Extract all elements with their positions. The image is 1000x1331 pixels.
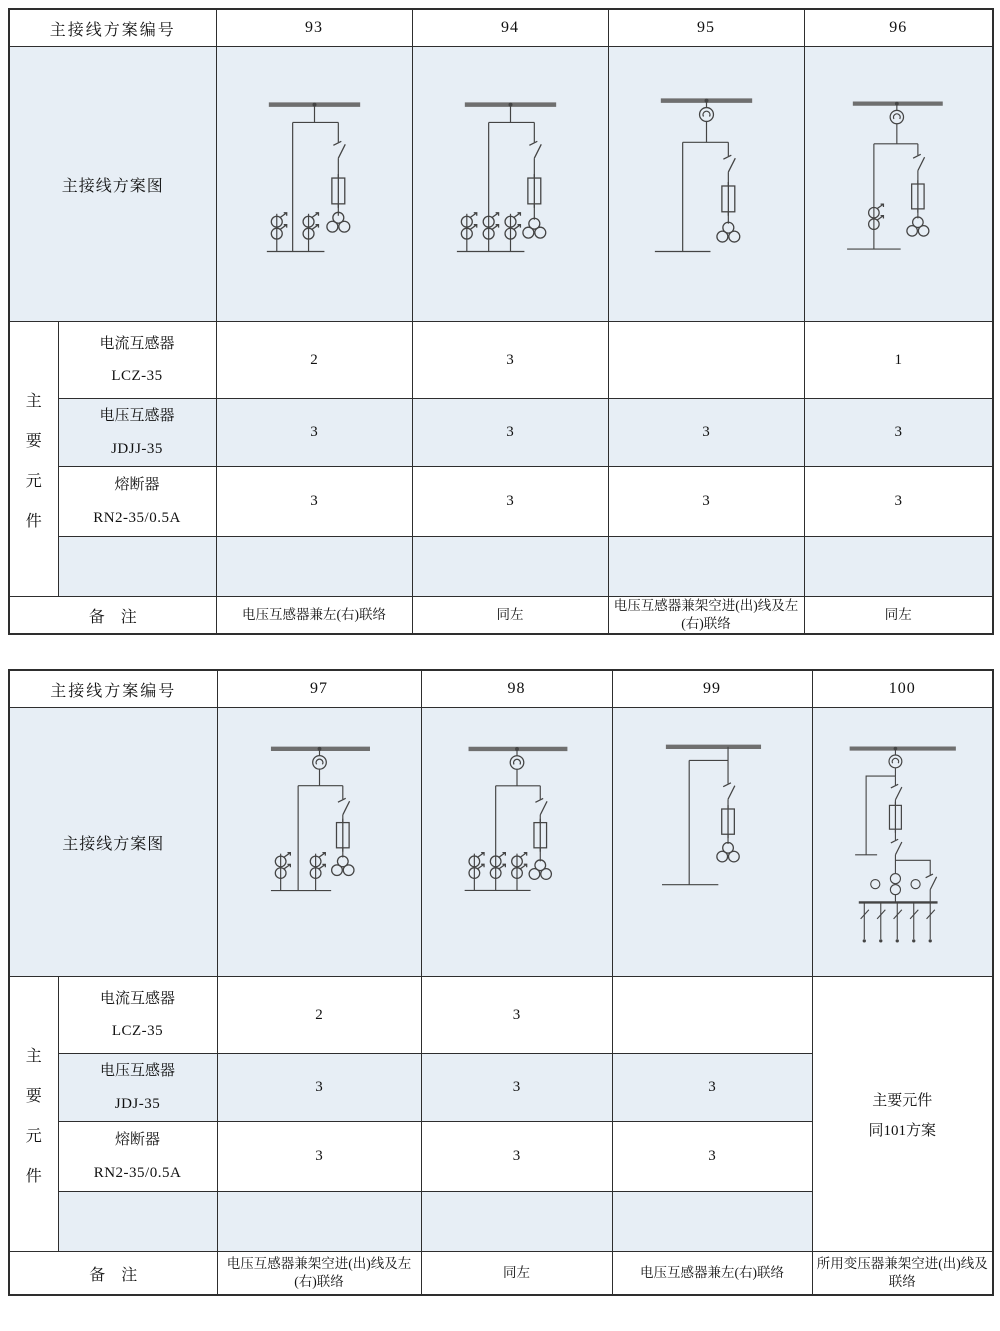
component-value-cell: 3 — [421, 1122, 612, 1192]
remark-cell-93: 电压互感器兼左(右)联络 — [216, 597, 412, 635]
diagram-row-label: 主接线方案图 — [9, 708, 217, 977]
remark-cell-94: 同左 — [412, 597, 608, 635]
diagram-cell-93 — [216, 47, 412, 322]
component-name-cell: 电压互感器 JDJJ-35 — [58, 399, 216, 467]
component-name-cell: 熔断器 RN2-35/0.5A — [58, 467, 216, 537]
scheme-number-100: 100 — [812, 670, 993, 708]
main-components-label: 主 要 元 件 — [9, 977, 58, 1252]
component-value-cell: 3 — [612, 1054, 812, 1122]
scheme-98-diagram — [422, 708, 612, 976]
component-value-cell: 3 — [412, 322, 608, 399]
component-value-cell — [217, 1192, 421, 1252]
remark-cell-100: 所用变压器兼架空进(出)线及联络 — [812, 1252, 993, 1296]
scheme-97-diagram — [218, 708, 421, 976]
component-value-cell: 3 — [804, 467, 993, 537]
component-value-cell: 3 — [421, 977, 612, 1054]
diagram-cell-98 — [421, 708, 612, 977]
diagram-cell-94 — [412, 47, 608, 322]
component-value-cell: 3 — [608, 399, 804, 467]
scheme-94-diagram — [413, 47, 608, 321]
diagram-cell-99 — [612, 708, 812, 977]
remark-cell-96: 同左 — [804, 597, 993, 635]
tables-gap — [8, 635, 992, 669]
component-value-cell — [421, 1192, 612, 1252]
diagram-cell-100 — [812, 708, 993, 977]
scheme-number-99: 99 — [612, 670, 812, 708]
diagram-cell-95 — [608, 47, 804, 322]
component-value-cell: 3 — [412, 467, 608, 537]
remark-cell-95: 电压互感器兼架空进(出)线及左(右)联络 — [608, 597, 804, 635]
scheme-100-components-note: 主要元件 同101方案 — [812, 977, 993, 1252]
remark-cell-99: 电压互感器兼左(右)联络 — [612, 1252, 812, 1296]
component-value-cell: 3 — [217, 1122, 421, 1192]
component-value-cell — [608, 537, 804, 597]
component-name-cell — [58, 1192, 217, 1252]
scheme-number-97: 97 — [217, 670, 421, 708]
component-value-cell: 3 — [216, 467, 412, 537]
component-value-cell — [612, 977, 812, 1054]
scheme-number-header: 主接线方案编号 — [9, 9, 216, 47]
component-value-cell: 3 — [217, 1054, 421, 1122]
component-value-cell: 3 — [216, 399, 412, 467]
component-value-cell: 3 — [412, 399, 608, 467]
component-name-cell: 电流互感器 LCZ-35 — [58, 322, 216, 399]
component-value-cell — [804, 537, 993, 597]
scheme-93-diagram — [217, 47, 412, 321]
component-name-cell: 电流互感器 LCZ-35 — [58, 977, 217, 1054]
scheme-table-97-100 — [8, 669, 994, 1296]
component-value-cell — [608, 322, 804, 399]
component-value-cell: 2 — [216, 322, 412, 399]
component-value-cell — [612, 1192, 812, 1252]
diagram-cell-96 — [804, 47, 993, 322]
component-name-cell — [58, 537, 216, 597]
component-value-cell: 3 — [804, 399, 993, 467]
diagram-cell-97 — [217, 708, 421, 977]
scheme-96-diagram — [805, 47, 993, 321]
scheme-number-94: 94 — [412, 9, 608, 47]
main-components-label: 主 要 元 件 — [9, 322, 58, 597]
component-value-cell — [216, 537, 412, 597]
remark-cell-97: 电压互感器兼架空进(出)线及左(右)联络 — [217, 1252, 421, 1296]
component-value-cell: 1 — [804, 322, 993, 399]
scheme-number-96: 96 — [804, 9, 993, 47]
component-value-cell: 2 — [217, 977, 421, 1054]
scheme-number-98: 98 — [421, 670, 612, 708]
scheme-99-diagram — [613, 708, 812, 976]
remarks-label: 备 注 — [9, 1252, 217, 1296]
component-value-cell: 3 — [608, 467, 804, 537]
component-name-cell: 熔断器 RN2-35/0.5A — [58, 1122, 217, 1192]
diagram-row-label: 主接线方案图 — [9, 47, 216, 322]
component-value-cell — [412, 537, 608, 597]
scheme-100-diagram — [813, 708, 993, 976]
scheme-table-93-96 — [8, 8, 994, 635]
component-name-cell: 电压互感器 JDJ-35 — [58, 1054, 217, 1122]
scheme-number-header: 主接线方案编号 — [9, 670, 217, 708]
scheme-number-95: 95 — [608, 9, 804, 47]
remark-cell-98: 同左 — [421, 1252, 612, 1296]
scheme-number-93: 93 — [216, 9, 412, 47]
component-value-cell: 3 — [421, 1054, 612, 1122]
scheme-95-diagram — [609, 47, 804, 321]
remarks-label: 备 注 — [9, 597, 216, 635]
component-value-cell: 3 — [612, 1122, 812, 1192]
